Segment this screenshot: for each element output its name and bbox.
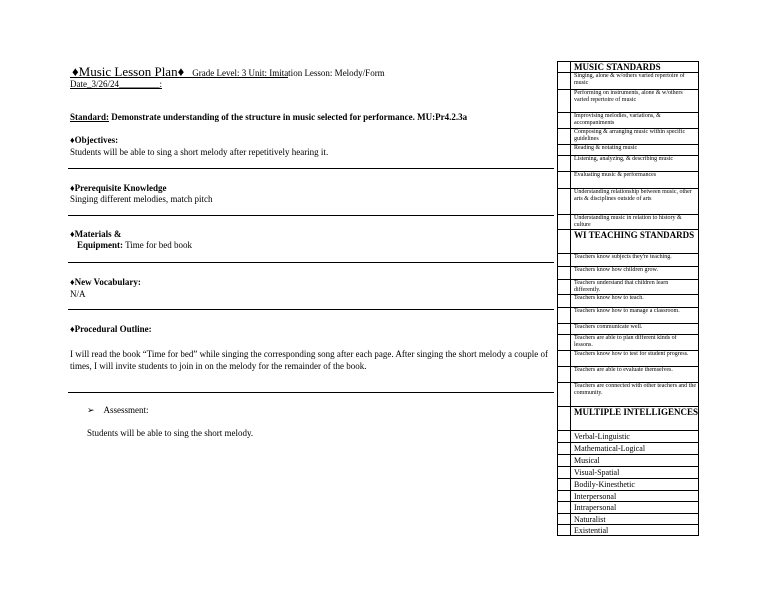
item-text: Teachers know how to teach. [574, 295, 644, 301]
page-title: ♦Music Lesson Plan♦ [72, 64, 185, 79]
list-item [558, 443, 698, 455]
item-text: Mathematical-Logical [574, 444, 646, 453]
bullet-arrow-icon: ➢ [87, 405, 95, 415]
divider [68, 168, 554, 169]
item-text: Singing, alone & w/others varied repertoire of music [574, 73, 685, 86]
item-text: Teachers know how to test for student progress. [574, 351, 689, 357]
wi-standards-header [558, 230, 698, 254]
item-text: Teachers are able to plan different kinds of lessons. [574, 335, 677, 348]
list-item [558, 90, 698, 113]
item-text: Listening, analyzing, & describing music [574, 156, 673, 162]
section-heading: MULTIPLE INTELLIGENCES [574, 407, 698, 417]
list-item [558, 73, 698, 90]
vocabulary-heading: ♦New Vocabulary: [70, 277, 141, 287]
list-item [558, 172, 698, 189]
vocabulary-text: N/A [70, 289, 86, 299]
item-text: Performing on instruments, alone & w/others varied repertoire of music [574, 90, 683, 103]
item-text: Intrapersonal [574, 503, 617, 512]
item-text: Teachers are connected with other teachers and the community. [574, 383, 696, 396]
header-underline [70, 77, 288, 78]
list-item [558, 267, 698, 280]
item-text: Teachers are able to evaluate themselves. [574, 367, 673, 373]
procedure-text: I will read the book “Time for bed” while singing the corresponding song after each page. After singing the short melody a couple of times, I will invite students to join in on the melody for the remainder of the book. [70, 349, 549, 371]
list-item [558, 383, 698, 407]
objectives-heading: ♦Objectives: [70, 135, 119, 145]
item-text: Improvising melodies, variations, & accompaniments [574, 113, 661, 126]
item-text: Naturalist [574, 515, 606, 524]
section-heading: MUSIC STANDARDS [574, 62, 661, 72]
item-text: Interpersonal [574, 492, 617, 501]
list-item [558, 431, 698, 443]
list-item [558, 113, 698, 129]
item-text: Understanding music in relation to history & culture [574, 215, 682, 228]
list-item [558, 145, 698, 156]
music-standards-header [558, 62, 698, 73]
item-text: Teachers know how to manage a classroom. [574, 308, 680, 314]
list-item [558, 502, 698, 514]
item-text: Verbal-Linguistic [574, 432, 630, 441]
divider [68, 262, 554, 263]
item-text: Existential [574, 526, 609, 535]
list-item [558, 479, 698, 491]
procedure-heading: ♦Procedural Outline: [70, 324, 152, 334]
section-heading: WI TEACHING STANDARDS [574, 230, 695, 240]
divider [68, 392, 554, 393]
list-item [558, 215, 698, 230]
item-text: Composing & arranging music within specific guidelines [574, 129, 686, 142]
materials-heading-2: Equipment: [77, 240, 124, 250]
list-item [558, 467, 698, 479]
list-item [558, 514, 698, 525]
list-item [558, 335, 698, 351]
divider [68, 215, 554, 216]
prerequisite-text: Singing different melodies, match pitch [70, 194, 213, 204]
list-item [558, 280, 698, 295]
standard-text: Demonstrate understanding of the structure in music selected for performance. MU:Pr4.2.3a [109, 112, 468, 122]
assessment-heading: Assessment: [103, 405, 149, 415]
item-text: Reading & notating music [574, 145, 638, 151]
list-item [558, 254, 698, 267]
materials-text: Time for bed book [123, 240, 193, 250]
standard [70, 112, 467, 122]
assessment-text: Students will be able to sing the short melody. [87, 428, 254, 438]
list-item [558, 129, 698, 145]
list-item [558, 525, 698, 535]
list-item [558, 367, 698, 383]
divider [68, 309, 554, 310]
lesson-date: Date_3/26/24_________: [70, 79, 162, 89]
item-text: Teachers know how children grow. [574, 267, 658, 273]
item-text: Teachers know subjects they're teaching. [574, 254, 672, 260]
list-item [558, 491, 698, 502]
list-item [558, 324, 698, 335]
lesson-meta: Grade Level: 3 Unit: Imitation Lesson: Melody/Form [192, 68, 385, 78]
intelligences-header [558, 407, 698, 431]
assessment-heading-line [87, 405, 149, 416]
item-text: Musical [574, 456, 600, 465]
item-text: Visual-Spatial [574, 468, 620, 477]
list-item [558, 455, 698, 467]
list-item [558, 308, 698, 324]
list-item [558, 156, 698, 172]
item-text: Teachers understand that children learn differently. [574, 280, 669, 293]
standard-label: Standard: [70, 112, 110, 122]
materials-line [77, 240, 192, 250]
objectives-text: Students will be able to sing a short melody after repetitively hearing it. [70, 147, 329, 157]
item-text: Bodily-Kinesthetic [574, 480, 635, 489]
list-item [558, 295, 698, 308]
item-text: Teachers communicate well. [574, 324, 643, 330]
materials-heading: ♦Materials & [70, 229, 122, 239]
prerequisite-heading: ♦Prerequisite Knowledge [70, 183, 167, 193]
item-text: Understanding relationship between music, other arts & disciplines outside of arts [574, 189, 692, 202]
list-item [558, 351, 698, 367]
standards-panel [557, 61, 699, 536]
list-item [558, 189, 698, 215]
item-text: Evaluating music & performances [574, 172, 657, 178]
